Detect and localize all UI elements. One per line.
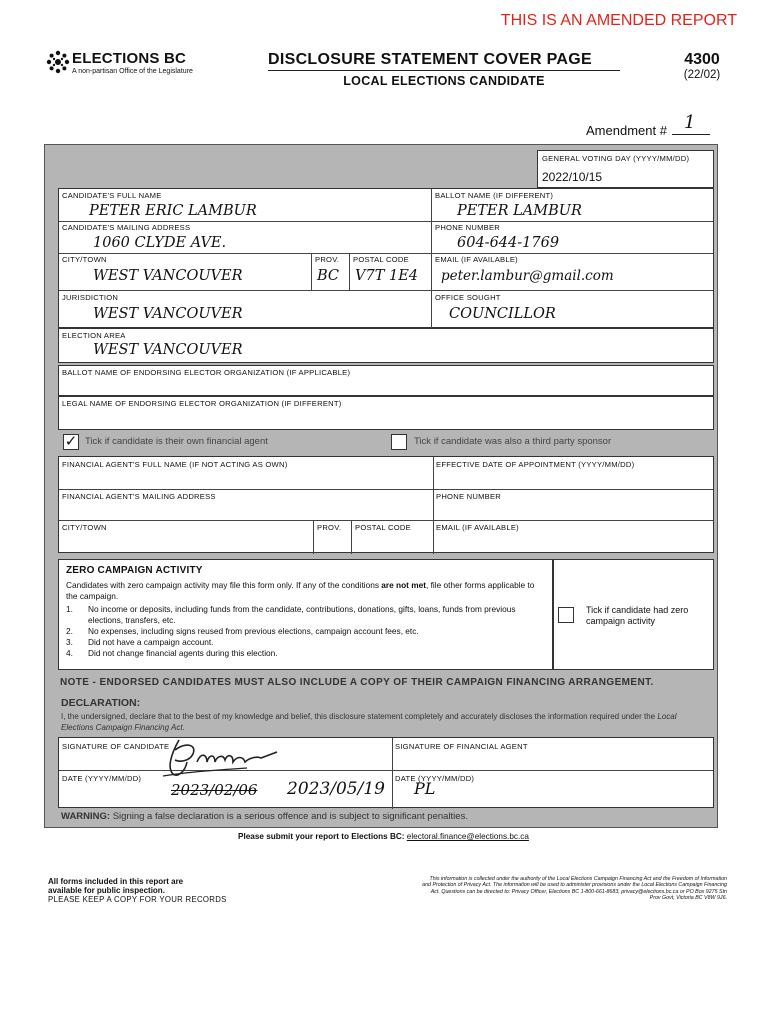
- title-rule: [268, 70, 620, 71]
- org-name: ELECTIONS BC: [72, 50, 187, 67]
- prov-value[interactable]: BC: [317, 268, 340, 284]
- prov-label: PROV.: [315, 255, 340, 264]
- page-subtitle: LOCAL ELECTIONS CANDIDATE: [343, 74, 545, 88]
- election-area-field[interactable]: [58, 328, 714, 363]
- postal-value[interactable]: V7T 1E4: [355, 268, 419, 284]
- declaration-text: I, the undersigned, declare that to the best of my knowledge and belief, this disclosure statement completely and accurately discloses the information required under the Local Elections Campaign Financing Act.: [61, 712, 677, 732]
- financial-agent-section: [58, 456, 714, 553]
- condition-item: 4. Did not change financial agents during this election.: [66, 648, 278, 658]
- candidate-name-label: CANDIDATE'S FULL NAME: [62, 191, 162, 200]
- candidate-date-label: DATE (YYYY/MM/DD): [62, 774, 142, 783]
- zero-activity-section: [58, 559, 553, 670]
- form-version: (22/02): [683, 69, 721, 81]
- elections-bc-logo-icon: [46, 50, 70, 74]
- condition-item: 3. Did not have a campaign account.: [66, 637, 214, 647]
- disclosure-form: [44, 144, 718, 828]
- signature-section: [58, 737, 714, 808]
- privacy-notice: This information is collected under the authority of the Local Elections Campaign Financing Act and the Freedom of Information and Protection of Privacy Act. The information will be used to administer provisions under the Local Elections Campaign Financing Act. Questions can be directed to: Privacy Officer, Elections BC 1-800-661-8683, privacy@elections.bc.ca or PO Box 9275 Stn Prov Govt, Victoria BC V8W 9J6.: [422, 876, 727, 902]
- agent-postal-label: POSTAL CODE: [355, 523, 411, 532]
- own-agent-label: Tick if candidate is their own financial agent: [85, 436, 268, 447]
- candidate-signature[interactable]: [157, 732, 297, 784]
- own-agent-checkbox[interactable]: ✓: [64, 433, 78, 450]
- zero-activity-conditions: [66, 604, 536, 659]
- condition-item: 1. No income or deposits, including funds from the candidate, contributions, donations, gifts, loans, funds from previous elections, transfers, etc.: [66, 604, 516, 625]
- phone-value[interactable]: 604-644-1769: [457, 235, 560, 251]
- correction-initials: PL: [414, 779, 436, 798]
- amendment-number[interactable]: 1: [684, 112, 696, 133]
- endorsing-org-ballot-field[interactable]: [58, 365, 714, 396]
- jurisdiction-value[interactable]: WEST VANCOUVER: [93, 306, 243, 322]
- voting-day-value: 2022/10/15: [542, 170, 603, 184]
- election-area-label: ELECTION AREA: [62, 331, 126, 340]
- postal-label: POSTAL CODE: [353, 255, 409, 264]
- ballot-name-value[interactable]: PETER LAMBUR: [457, 203, 582, 219]
- zero-activity-intro: Candidates with zero campaign activity may file this form only. If any of the conditions are not met, file other forms applicable to the campaign.: [66, 580, 535, 601]
- agent-email-label: EMAIL (IF AVAILABLE): [436, 523, 519, 532]
- submit-instructions: Please submit your report to Elections BC: electoral.finance@elections.bc.ca: [238, 832, 529, 841]
- amendment-line: [672, 134, 710, 135]
- page-title: DISCLOSURE STATEMENT COVER PAGE: [268, 51, 592, 68]
- city-value[interactable]: WEST VANCOUVER: [93, 268, 243, 284]
- agent-date-label: DATE (YYYY/MM/DD): [395, 774, 475, 783]
- office-sought-label: OFFICE SOUGHT: [435, 293, 501, 302]
- email-value[interactable]: peter.lambur@gmail.com: [441, 268, 614, 284]
- corrected-date[interactable]: 2023/05/19: [287, 779, 385, 799]
- endorsing-org-legal-label: LEGAL NAME OF ENDORSING ELECTOR ORGANIZATION (IF DIFFERENT): [62, 399, 342, 408]
- warning-text: WARNING: Signing a false declaration is a serious offence and is subject to significant penalties.: [61, 811, 468, 822]
- submit-email-link[interactable]: electoral.finance@elections.bc.ca: [406, 832, 529, 841]
- voting-day-label: GENERAL VOTING DAY (YYYY/MM/DD): [542, 154, 690, 163]
- city-label: CITY/TOWN: [62, 255, 107, 264]
- agent-mailing-label: FINANCIAL AGENT'S MAILING ADDRESS: [62, 492, 216, 501]
- email-label: EMAIL (IF AVAILABLE): [435, 255, 518, 264]
- endorsed-note: NOTE - ENDORSED CANDIDATES MUST ALSO INCLUDE A COPY OF THEIR CAMPAIGN FINANCING ARRANGEMENT.: [60, 677, 654, 688]
- office-sought-value[interactable]: COUNCILLOR: [449, 306, 556, 322]
- keep-copy-notice: PLEASE KEEP A COPY FOR YOUR RECORDS: [48, 895, 227, 904]
- amended-report-notice: THIS IS AN AMENDED REPORT: [500, 12, 737, 29]
- agent-signature-label: SIGNATURE OF FINANCIAL AGENT: [395, 742, 528, 751]
- agent-prov-label: PROV.: [317, 523, 342, 532]
- mailing-address-value[interactable]: 1060 CLYDE AVE.: [93, 235, 227, 251]
- agent-appointment-label: EFFECTIVE DATE OF APPOINTMENT (YYYY/MM/DD): [436, 460, 635, 469]
- declaration-title: DECLARATION:: [61, 697, 141, 709]
- agent-city-label: CITY/TOWN: [62, 523, 107, 532]
- phone-label: PHONE NUMBER: [435, 223, 501, 232]
- zero-activity-tick-box: [553, 559, 714, 670]
- mailing-address-label: CANDIDATE'S MAILING ADDRESS: [62, 223, 191, 232]
- zero-activity-title: ZERO CAMPAIGN ACTIVITY: [66, 565, 203, 576]
- third-party-sponsor-checkbox[interactable]: [391, 434, 407, 450]
- zero-activity-tick-label: Tick if candidate had zero campaign activity: [586, 605, 689, 626]
- endorsing-org-legal-field[interactable]: [58, 396, 714, 430]
- third-party-sponsor-label: Tick if candidate was also a third party sponsor: [414, 436, 612, 447]
- candidate-signature-label: SIGNATURE OF CANDIDATE: [62, 742, 170, 751]
- candidate-name-value[interactable]: PETER ERIC LAMBUR: [89, 203, 257, 219]
- zero-activity-checkbox[interactable]: [558, 607, 574, 623]
- public-inspection-line1: All forms included in this report are: [48, 877, 184, 886]
- candidate-section: [58, 188, 714, 328]
- voting-day-field[interactable]: [537, 150, 714, 188]
- agent-name-label: FINANCIAL AGENT'S FULL NAME (IF NOT ACTING AS OWN): [62, 460, 288, 469]
- form-number: 4300: [684, 51, 720, 68]
- condition-item: 2. No expenses, including signs reused from previous elections, campaign account fees, etc.: [66, 626, 419, 636]
- endorsing-org-ballot-label: BALLOT NAME OF ENDORSING ELECTOR ORGANIZATION (IF APPLICABLE): [62, 368, 351, 377]
- amendment-label: Amendment #: [586, 123, 667, 138]
- jurisdiction-label: JURISDICTION: [62, 293, 119, 302]
- struck-date: 2023/02/06: [171, 781, 258, 799]
- agent-phone-label: PHONE NUMBER: [436, 492, 502, 501]
- ballot-name-label: BALLOT NAME (IF DIFFERENT): [435, 191, 554, 200]
- org-tagline: A non-partisan Office of the Legislature: [72, 68, 193, 75]
- public-inspection-line2: available for public inspection.: [48, 886, 165, 895]
- election-area-value: WEST VANCOUVER: [93, 342, 243, 358]
